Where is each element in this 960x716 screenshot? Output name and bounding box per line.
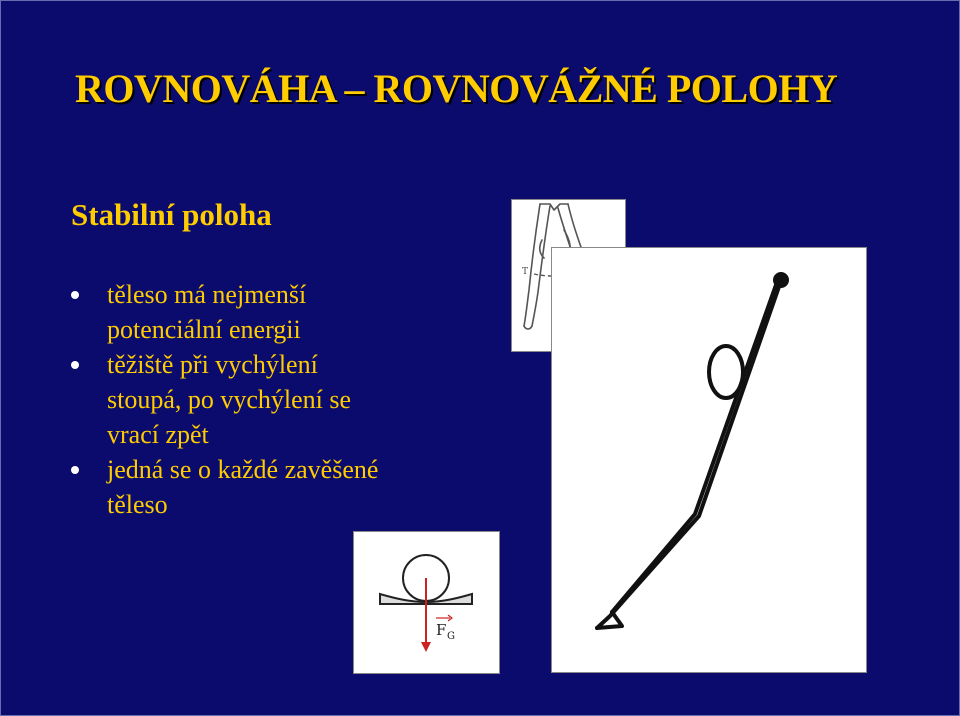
bullet-item — [71, 277, 471, 347]
ball-in-bowl-figure — [353, 531, 500, 674]
slide-title: ROVNOVÁHA – ROVNOVÁŽNÉ POLOHY — [75, 66, 838, 111]
bullet-dot-icon — [71, 466, 79, 474]
force-label: F — [436, 621, 447, 639]
bullet-dot-icon — [71, 361, 79, 369]
bullet-text: těleso — [107, 490, 168, 519]
bullet-text: vrací zpět — [107, 420, 209, 449]
bullet-text: stoupá, po vychýlení se — [107, 385, 352, 414]
bullet-text: potenciální energii — [107, 315, 301, 344]
bullet-item — [71, 452, 471, 522]
bullet-list — [71, 277, 471, 522]
ball-in-bowl-drawing — [354, 532, 499, 673]
bullet-item — [71, 347, 471, 452]
force-subscript: G — [447, 631, 455, 642]
slide-subtitle: Stabilní poloha — [71, 197, 272, 232]
bullet-text: těleso má nejmenší — [107, 280, 307, 309]
pivot-point-icon — [773, 272, 789, 288]
hanger-drawing — [552, 248, 866, 672]
compass-mark-label: T — [522, 267, 529, 277]
bullet-text: těžiště při vychýlení — [107, 350, 318, 379]
hanger-figure — [551, 247, 867, 673]
bullet-dot-icon — [71, 291, 79, 299]
bullet-text: jedná se o každé zavěšené — [107, 455, 379, 484]
